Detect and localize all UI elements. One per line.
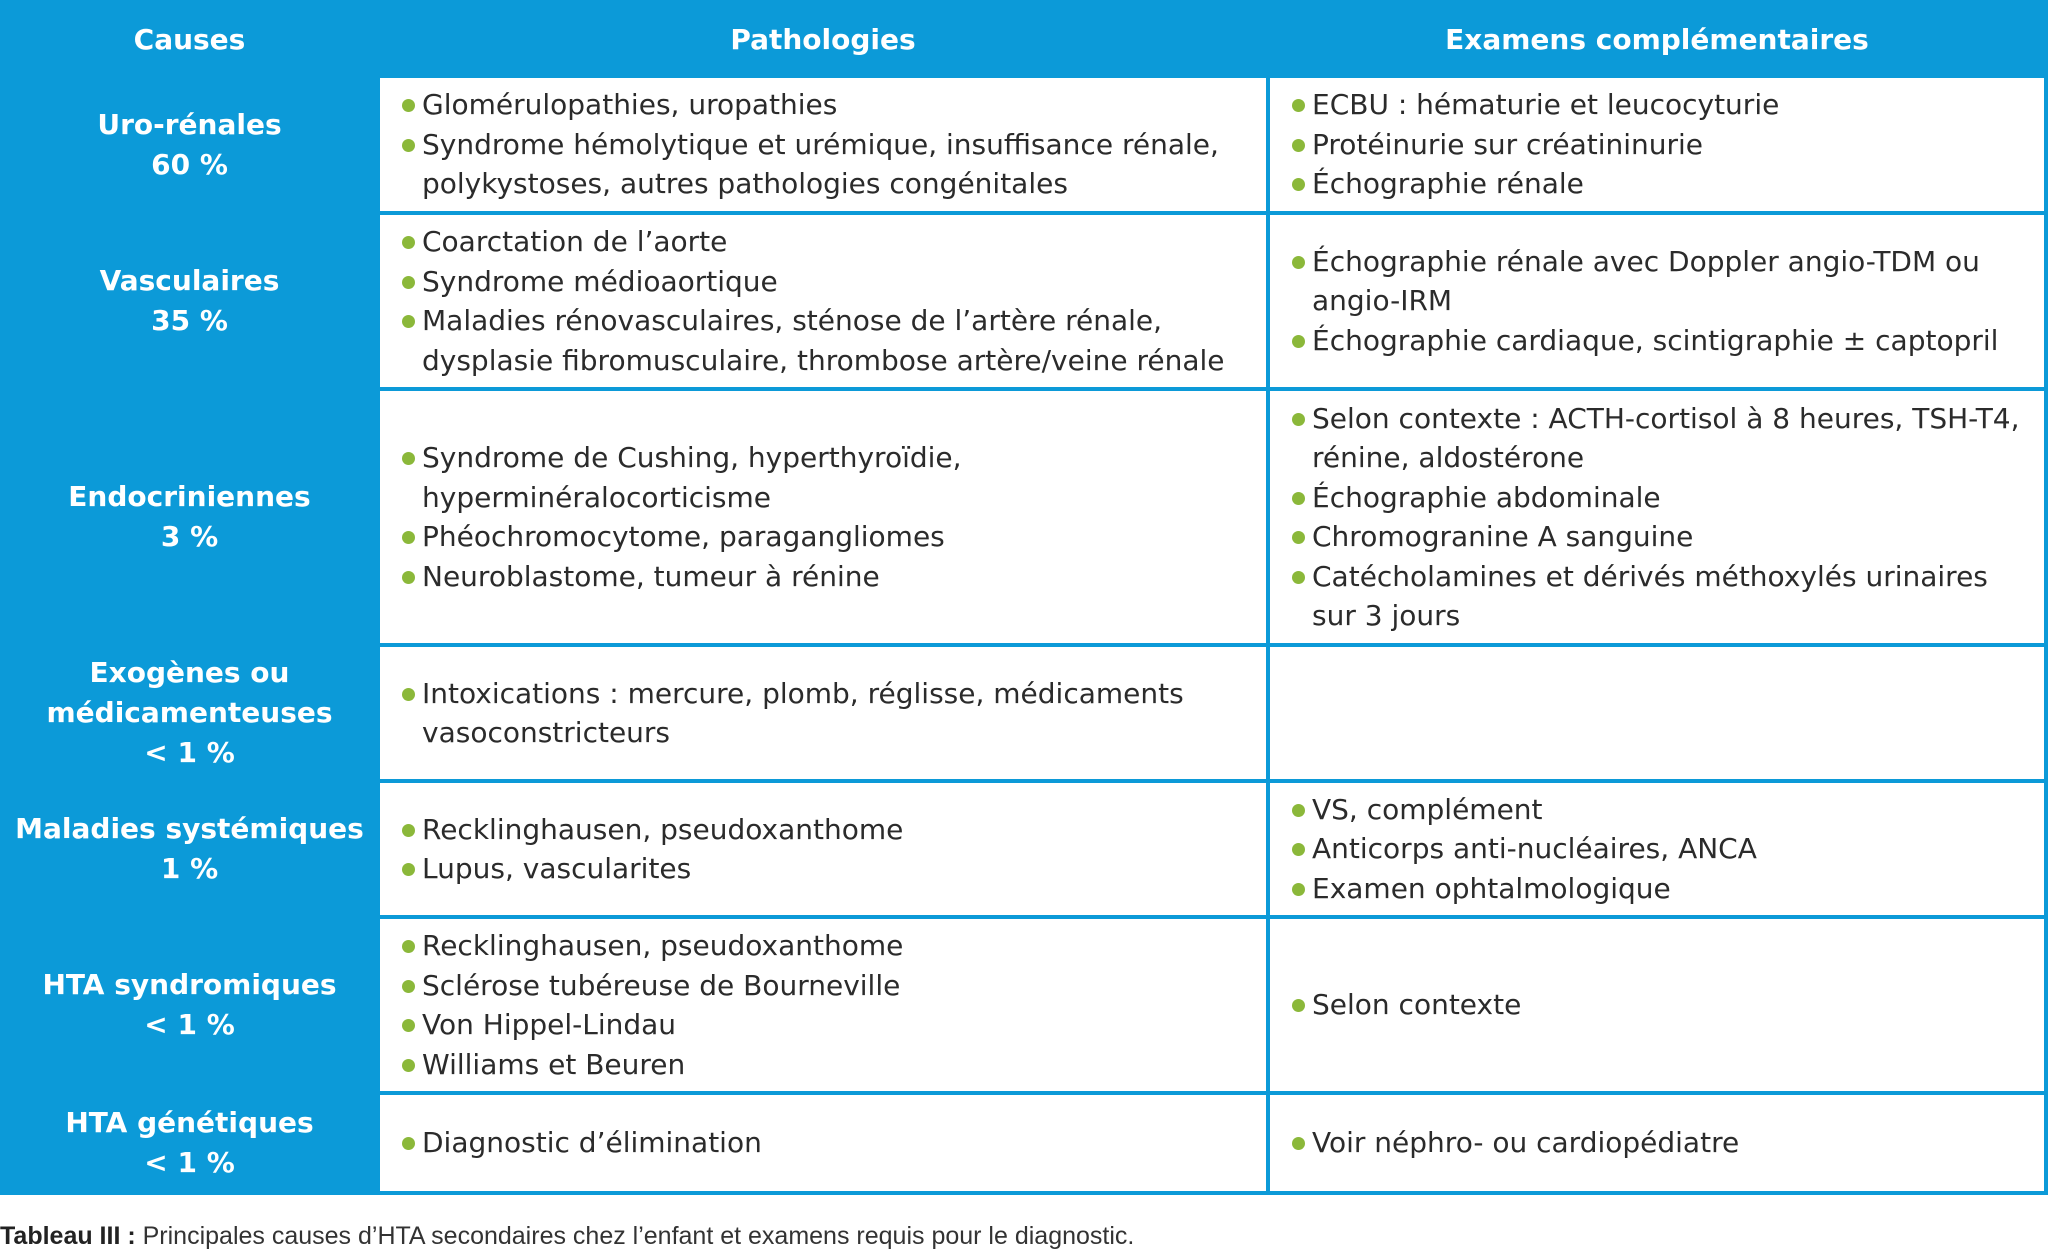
list-item-text: Protéinurie sur créatininurie (1312, 127, 1704, 161)
bullet-icon (1292, 843, 1305, 856)
list-item (1292, 869, 2028, 909)
list-item (402, 438, 1250, 517)
caption-text: Principales causes d’HTA secondaires chez l’enfant et examens requis pour le diagnostic. (135, 1222, 1135, 1250)
bullet-icon (1292, 335, 1305, 348)
table-row (0, 391, 2048, 647)
list-item (1292, 1123, 2028, 1163)
list-item-text: Von Hippel-Lindau (422, 1008, 677, 1041)
list-item-text: Coarctation de l’aorte (422, 225, 728, 258)
cause-cell (0, 391, 380, 647)
list-item (402, 1005, 1250, 1045)
table-row (0, 215, 2048, 391)
bullet-icon (402, 236, 415, 249)
list-item (1292, 790, 2028, 830)
list-item-text: Maladies rénovasculaires, sténose de l’artère rénale, dysplasie fibromusculaire, thrombose artère/veine rénale (422, 304, 1225, 377)
list-item (1292, 125, 2028, 165)
bullet-icon (402, 315, 415, 328)
pathologies-list (380, 1123, 1266, 1163)
bullet-icon (1292, 178, 1305, 191)
cause-percent: 3 % (160, 520, 219, 553)
list-item (1292, 478, 2028, 518)
pathologies-cell (380, 647, 1270, 783)
bullet-icon (1292, 999, 1305, 1012)
bullet-icon (402, 276, 415, 289)
list-item-text: Selon contexte : ACTH-cortisol à 8 heures, TSH-T4, rénine, aldostérone (1312, 401, 2020, 474)
pathologies-list (380, 810, 1266, 889)
bullet-icon (402, 863, 415, 876)
cause-percent: 35 % (151, 304, 228, 337)
list-item-text: Syndrome hémolytique et urémique, insuffisance rénale, polykystoses, autres pathologies congénitales (422, 127, 1219, 201)
table-body (0, 78, 2048, 1195)
bullet-icon (1292, 99, 1305, 112)
pathologies-list (380, 926, 1266, 1084)
bullet-icon (402, 531, 415, 544)
cause-percent: < 1 % (144, 1008, 235, 1041)
list-item-text: Échographie rénale avec Doppler angio-TDM ou angio-IRM (1312, 244, 1980, 318)
list-item (1292, 164, 2028, 204)
list-item-text: Lupus, vascularites (422, 852, 692, 885)
list-item (1292, 321, 2028, 361)
list-item (1292, 399, 2028, 478)
list-item-text: Recklinghausen, pseudoxanthome (422, 929, 904, 962)
list-item (402, 222, 1250, 262)
list-item-text: Sclérose tubéreuse de Bourneville (422, 968, 901, 1002)
list-item-text: Catécholamines et dérivés méthoxylés urinaires sur 3 jours (1312, 559, 1988, 632)
bullet-icon (1292, 571, 1305, 584)
bullet-icon (402, 980, 415, 993)
bullet-icon (402, 940, 415, 953)
cause-cell (0, 783, 380, 919)
pathologies-cell (380, 215, 1270, 391)
table-row (0, 783, 2048, 919)
list-item (1292, 517, 2028, 557)
pathologies-list (380, 222, 1266, 380)
cause-name: Uro-rénales (97, 107, 282, 141)
list-item-text: Williams et Beuren (422, 1047, 686, 1081)
bullet-icon (402, 1019, 415, 1032)
list-item-text: VS, complément (1312, 792, 1543, 826)
list-item-text: Chromogranine A sanguine (1312, 520, 1694, 553)
cause-cell (0, 919, 380, 1095)
header-examens: Examens complémentaires (1270, 0, 2048, 78)
examens-list (1270, 242, 2044, 361)
list-item-text: ECBU : hématurie et leucocyturie (1312, 88, 1780, 122)
cause-cell (0, 1095, 380, 1195)
bullet-icon (1292, 804, 1305, 817)
examens-cell (1270, 1095, 2048, 1195)
pathologies-cell (380, 78, 1270, 215)
list-item (402, 1123, 1250, 1163)
list-item-text: Voir néphro- ou cardiopédiatre (1312, 1126, 1740, 1160)
cause-cell (0, 215, 380, 391)
bullet-icon (402, 139, 415, 152)
bullet-icon (402, 1059, 415, 1072)
list-item (402, 557, 1250, 597)
bullet-icon (1292, 256, 1305, 269)
list-item (402, 966, 1250, 1006)
list-item-text: Examen ophtalmologique (1312, 871, 1671, 905)
list-item-text: Neuroblastome, tumeur à rénine (422, 559, 880, 593)
header-causes: Causes (0, 0, 380, 78)
cause-cell (0, 78, 380, 215)
list-item-text: Échographie cardiaque, scintigraphie ± captopril (1312, 323, 1999, 357)
caption-label: Tableau III : (0, 1222, 136, 1250)
list-item (1292, 85, 2028, 125)
table-row (0, 919, 2048, 1095)
table-row (0, 78, 2048, 215)
cause-percent: 1 % (160, 852, 219, 885)
examens-list (1270, 985, 2044, 1025)
bullet-icon (402, 688, 415, 701)
list-item (1292, 829, 2028, 869)
cause-name: Endocriniennes (68, 480, 311, 513)
examens-list (1270, 1123, 2044, 1163)
cause-percent: < 1 % (144, 1146, 235, 1179)
bullet-icon (1292, 1137, 1305, 1150)
list-item (402, 85, 1250, 125)
cause-name: HTA syndromiques (42, 968, 337, 1001)
bullet-icon (402, 452, 415, 465)
examens-cell (1270, 919, 2048, 1095)
list-item (402, 926, 1250, 966)
list-item (402, 1045, 1250, 1085)
list-item (402, 849, 1250, 889)
pathologies-cell (380, 1095, 1270, 1195)
bullet-icon (1292, 492, 1305, 505)
bullet-icon (402, 1137, 415, 1150)
list-item-text: Glomérulopathies, uropathies (422, 88, 838, 122)
header-pathologies: Pathologies (380, 0, 1270, 78)
examens-cell (1270, 647, 2048, 783)
list-item-text: Recklinghausen, pseudoxanthome (422, 812, 904, 846)
list-item (402, 125, 1250, 204)
bullet-icon (402, 571, 415, 584)
cause-name: Vasculaires (99, 264, 280, 297)
pathologies-list (380, 85, 1266, 204)
pathologies-list (380, 438, 1266, 596)
examens-cell (1270, 215, 2048, 391)
list-item (402, 301, 1250, 380)
examens-cell (1270, 391, 2048, 647)
list-item (402, 674, 1250, 753)
bullet-icon (402, 99, 415, 112)
cause-percent: 60 % (151, 147, 228, 181)
list-item-text: Syndrome médioaortique (422, 264, 778, 298)
cause-name: Maladies systémiques (15, 812, 364, 845)
pathologies-cell (380, 783, 1270, 919)
table-caption (0, 1222, 2048, 1251)
bullet-icon (402, 824, 415, 837)
list-item (402, 262, 1250, 302)
list-item-text: Phéochromocytome, paragangliomes (422, 520, 945, 553)
pathologies-cell (380, 919, 1270, 1095)
pathologies-cell (380, 391, 1270, 647)
list-item-text: Diagnostic d’élimination (422, 1126, 762, 1160)
examens-cell (1270, 783, 2048, 919)
list-item (402, 517, 1250, 557)
cause-percent: < 1 % (144, 736, 235, 769)
cause-name: Exogènes ou médicamenteuses (46, 656, 333, 729)
table-header-row (0, 0, 2048, 78)
bullet-icon (1292, 531, 1305, 544)
list-item (402, 810, 1250, 850)
examens-list (1270, 399, 2044, 636)
table-row (0, 1095, 2048, 1195)
cause-cell (0, 647, 380, 783)
examens-list (1270, 85, 2044, 204)
list-item-text: Intoxications : mercure, plomb, réglisse, médicaments vasoconstricteurs (422, 676, 1184, 749)
list-item-text: Échographie abdominale (1312, 480, 1661, 514)
list-item (1292, 557, 2028, 636)
list-item (1292, 985, 2028, 1025)
pathologies-list (380, 674, 1266, 753)
list-item-text: Selon contexte (1312, 988, 1522, 1022)
bullet-icon (1292, 413, 1305, 426)
examens-cell (1270, 78, 2048, 215)
bullet-icon (1292, 883, 1305, 896)
list-item-text: Syndrome de Cushing, hyperthyroïdie, hyperminéralocorticisme (422, 441, 962, 514)
list-item-text: Anticorps anti-nucléaires, ANCA (1312, 832, 1757, 866)
table-row (0, 647, 2048, 783)
examens-list (1270, 790, 2044, 909)
bullet-icon (1292, 139, 1305, 152)
cause-name: HTA génétiques (65, 1106, 314, 1139)
list-item (1292, 242, 2028, 321)
list-item-text: Échographie rénale (1312, 167, 1584, 201)
